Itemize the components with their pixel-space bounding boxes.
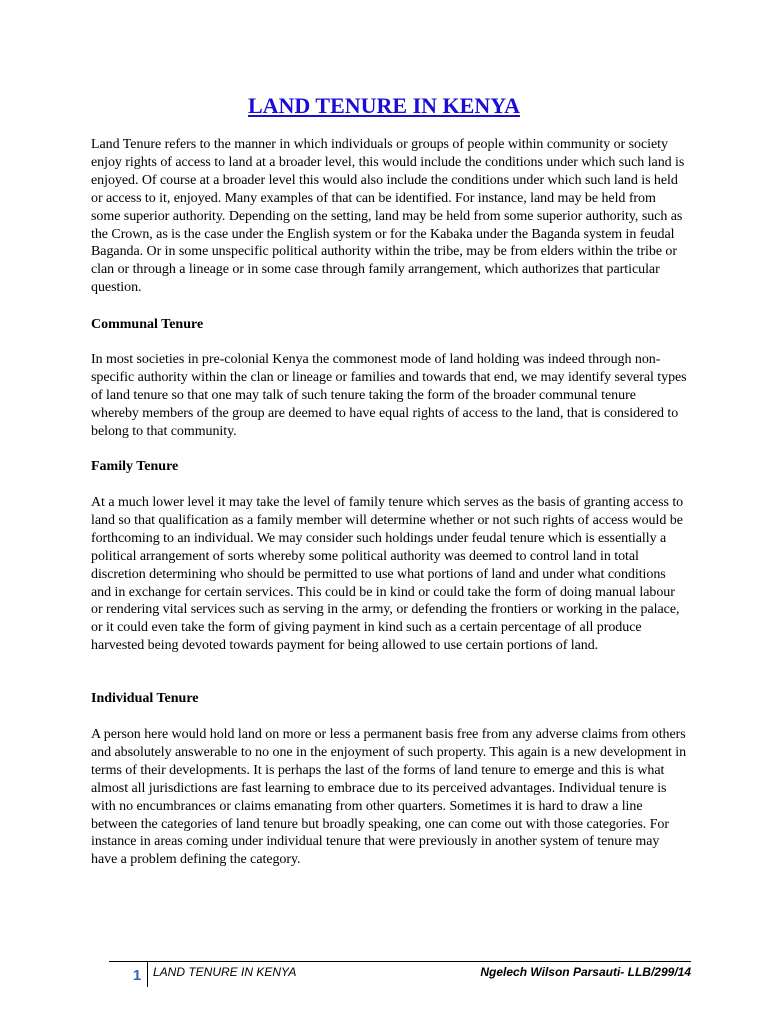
footer-rule (109, 961, 691, 962)
intro-paragraph: Land Tenure refers to the manner in which individuals or groups of people within community or society enjoy rights of access to land at a broader level, this would include the conditions under which such land is enjoyed. Of course at a broader level this would also include the conditions under which such land is held or access to it, enjoyed. Many examples of that can be identified. For instance, land may be held from some superior authority. Depending on the setting, land may be held from some superior authority, such as the Crown, as is the case under the English system or for the Kabaka under the Baganda system in feudal Baganda. Or in some unspecific political authority within the tribe, may be from elders within the tribe or clan or through a lineage or in some case through family arrangement, which authorizes that particular question. (91, 137, 685, 296)
page-number: 1 (132, 967, 142, 984)
page-footer (109, 961, 691, 987)
footer-author: Ngelech Wilson Parsauti- LLB/299/14 (480, 965, 691, 979)
footer-divider (147, 961, 148, 987)
section-heading-communal-tenure: Communal Tenure (91, 317, 204, 332)
section-heading-individual-tenure: Individual Tenure (91, 691, 199, 706)
footer-document-title: LAND TENURE IN KENYA (153, 965, 297, 979)
section-heading-family-tenure: Family Tenure (91, 459, 179, 474)
document-title: LAND TENURE IN KENYA (247, 93, 520, 118)
section-paragraph-individual-tenure: A person here would hold land on more or less a permanent basis free from any adverse claims from others and absolutely answerable to no one in the enjoyment of such property. This again is a new development in terms of their developments. It is perhaps the last of the forms of land tenure to emerge and this is what almost all jurisdictions are fast learning to embrace due to its perceived advantages. Individual tenure is with no encumbrances or claims emanating from other quarters. Sometimes it is hard to draw a line between the categories of land tenure but broadly speaking, one can come out with those categories. For instance in areas coming under individual tenure that were previously in another system of tenure may have a problem defining the category. (91, 727, 687, 868)
section-paragraph-communal-tenure: In most societies in pre-colonial Kenya the commonest mode of land holding was indeed through non-specific authority within the clan or lineage or families and towards that end, we may identify several types of land tenure so that one may talk of such tenure taking the form of the broader communal tenure whereby members of the group are deemed to have equal rights of access to the land, that is considered to belong to that community. (91, 352, 687, 439)
section-paragraph-family-tenure: At a much lower level it may take the level of family tenure which serves as the basis of granting access to land so that qualification as a family member will determine whether or not such rights of access would be forthcoming to an individual. We may consider such holdings under feudal tenure which is essentially a political arrangement of sorts whereby some political authority was deemed to control land in total discretion determining who should be permitted to use what portions of land and under what conditions and in exchange for certain services. This could be in kind or could take the form of doing manual labour or rendering vital services such as serving in the army, or defending the frontiers or working in the palace, or it could even take the form of giving payment in kind such as a certain percentage of all produce harvested being devoted towards payment for being allowed to use certain portions of land. (91, 495, 684, 654)
